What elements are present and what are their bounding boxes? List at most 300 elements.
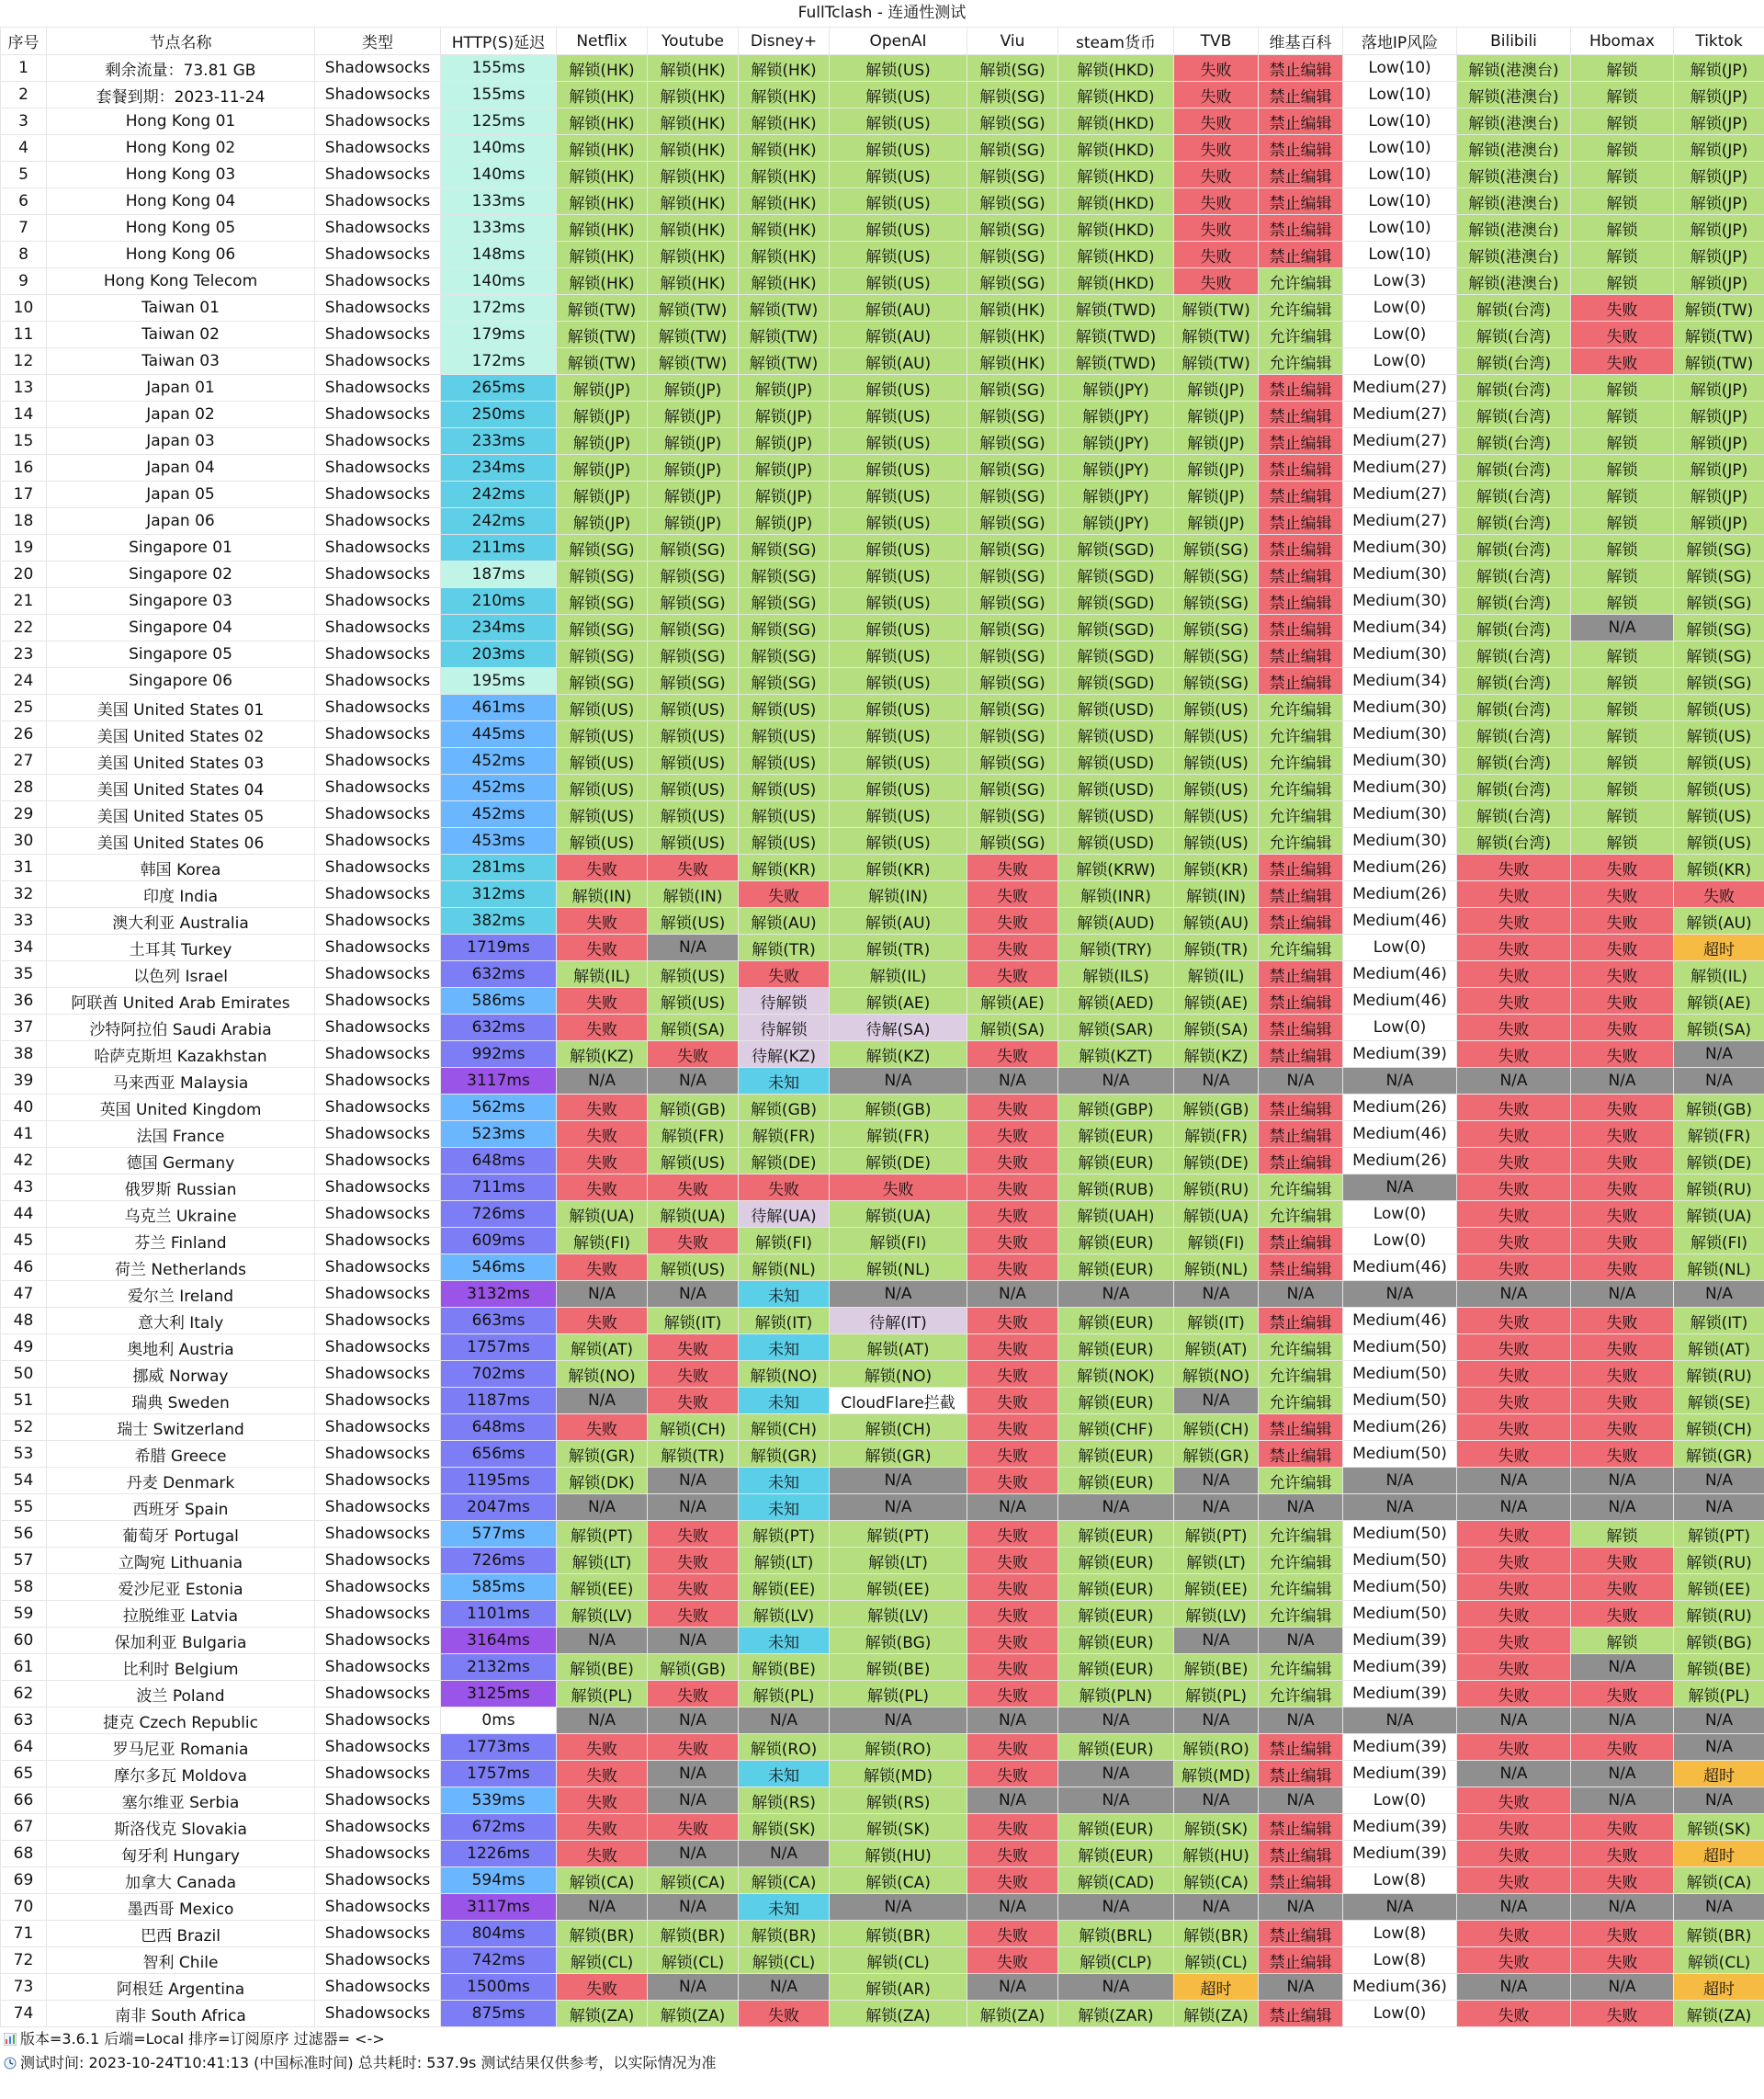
cell-ip-risk: Medium(26) bbox=[1343, 1148, 1457, 1174]
cell-hbomax: 失败 bbox=[1571, 881, 1674, 908]
cell-type: Shadowsocks bbox=[315, 1761, 441, 1787]
cell-type: Shadowsocks bbox=[315, 1681, 441, 1708]
cell-viu: 失败 bbox=[967, 1921, 1058, 1947]
cell-tiktok: 解锁(CL) bbox=[1674, 1947, 1764, 1974]
cell-disney: N/A bbox=[739, 1841, 830, 1867]
cell-steam-currency: 解锁(SGD) bbox=[1058, 641, 1174, 668]
cell-viu: 失败 bbox=[967, 855, 1058, 881]
cell-bilibili: 失败 bbox=[1457, 1521, 1571, 1548]
cell-type: Shadowsocks bbox=[315, 82, 441, 108]
cell-netflix: N/A bbox=[557, 1628, 648, 1654]
cell-disney: 解锁(CL) bbox=[739, 1947, 830, 1974]
cell-tvb: 解锁(AE) bbox=[1174, 988, 1259, 1015]
cell-netflix: 解锁(US) bbox=[557, 748, 648, 775]
cell-steam-currency: 解锁(JPY) bbox=[1058, 375, 1174, 402]
cell-bilibili: 解锁(台湾) bbox=[1457, 535, 1571, 562]
cell-netflix: N/A bbox=[557, 1894, 648, 1921]
cell-wikipedia: 禁止编辑 bbox=[1259, 55, 1343, 82]
cell-netflix: 失败 bbox=[557, 988, 648, 1015]
cell-hbomax: 失败 bbox=[1571, 988, 1674, 1015]
cell-node-name: 美国 United States 03 bbox=[47, 748, 315, 775]
cell-hbomax: 失败 bbox=[1571, 1334, 1674, 1361]
cell-youtube: 解锁(US) bbox=[648, 775, 739, 801]
cell-wikipedia: 允许编辑 bbox=[1259, 775, 1343, 801]
cell-netflix: N/A bbox=[557, 1494, 648, 1521]
cell-netflix: 解锁(SG) bbox=[557, 615, 648, 641]
cell-bilibili: 失败 bbox=[1457, 881, 1571, 908]
cell-index: 62 bbox=[1, 1681, 47, 1708]
cell-youtube: 解锁(HK) bbox=[648, 135, 739, 162]
cell-tvb: 解锁(SG) bbox=[1174, 641, 1259, 668]
cell-steam-currency: 解锁(EUR) bbox=[1058, 1548, 1174, 1574]
cell-tiktok: N/A bbox=[1674, 1787, 1764, 1814]
cell-type: Shadowsocks bbox=[315, 1414, 441, 1441]
cell-bilibili: 失败 bbox=[1457, 1601, 1571, 1628]
cell-youtube: 解锁(HK) bbox=[648, 268, 739, 295]
cell-steam-currency: 解锁(EUR) bbox=[1058, 1441, 1174, 1468]
cell-openai: 解锁(US) bbox=[830, 55, 967, 82]
cell-type: Shadowsocks bbox=[315, 828, 441, 855]
cell-steam-currency: N/A bbox=[1058, 1894, 1174, 1921]
cell-tiktok: 解锁(GB) bbox=[1674, 1095, 1764, 1121]
cell-index: 65 bbox=[1, 1761, 47, 1787]
cell-type: Shadowsocks bbox=[315, 1867, 441, 1894]
cell-index: 59 bbox=[1, 1601, 47, 1628]
table-row bbox=[1, 268, 1764, 295]
cell-wikipedia: 允许编辑 bbox=[1259, 1388, 1343, 1414]
cell-tiktok: 解锁(JP) bbox=[1674, 162, 1764, 188]
footer-line-time bbox=[4, 2051, 1764, 2075]
cell-ip-risk: Medium(34) bbox=[1343, 615, 1457, 641]
cell-tvb: 解锁(RU) bbox=[1174, 1174, 1259, 1201]
cell-type: Shadowsocks bbox=[315, 1015, 441, 1041]
cell-hbomax: 失败 bbox=[1571, 1041, 1674, 1068]
cell-steam-currency: 解锁(HKD) bbox=[1058, 242, 1174, 268]
cell-openai: 解锁(US) bbox=[830, 215, 967, 242]
cell-type: Shadowsocks bbox=[315, 801, 441, 828]
table-row bbox=[1, 668, 1764, 695]
cell-tiktok: 解锁(TW) bbox=[1674, 322, 1764, 348]
cell-bilibili: N/A bbox=[1457, 1494, 1571, 1521]
cell-tiktok: 解锁(RU) bbox=[1674, 1174, 1764, 1201]
cell-youtube: N/A bbox=[648, 1068, 739, 1095]
cell-node-name: 韩国 Korea bbox=[47, 855, 315, 881]
cell-index: 73 bbox=[1, 1974, 47, 2001]
cell-steam-currency: 解锁(ILS) bbox=[1058, 961, 1174, 988]
table-row bbox=[1, 428, 1764, 455]
cell-wikipedia: 允许编辑 bbox=[1259, 1654, 1343, 1681]
cell-youtube: 解锁(IN) bbox=[648, 881, 739, 908]
cell-steam-currency: 解锁(GBP) bbox=[1058, 1095, 1174, 1121]
cell-bilibili: 解锁(台湾) bbox=[1457, 615, 1571, 641]
cell-bilibili: 失败 bbox=[1457, 1681, 1571, 1708]
cell-wikipedia: 允许编辑 bbox=[1259, 1174, 1343, 1201]
cell-node-name: 套餐到期：2023-11-24 bbox=[47, 82, 315, 108]
cell-wikipedia: 禁止编辑 bbox=[1259, 1414, 1343, 1441]
cell-hbomax: N/A bbox=[1571, 1974, 1674, 2001]
cell-hbomax: 解锁 bbox=[1571, 1628, 1674, 1654]
cell-openai: 解锁(AU) bbox=[830, 348, 967, 375]
cell-viu: 解锁(SG) bbox=[967, 615, 1058, 641]
cell-bilibili: 解锁(台湾) bbox=[1457, 721, 1571, 748]
cell-disney: 解锁(HK) bbox=[739, 135, 830, 162]
cell-youtube: 解锁(SG) bbox=[648, 615, 739, 641]
cell-node-name: 波兰 Poland bbox=[47, 1681, 315, 1708]
cell-netflix: 解锁(HK) bbox=[557, 215, 648, 242]
cell-disney: 解锁(SG) bbox=[739, 641, 830, 668]
col-header-bilibili: Bilibili bbox=[1457, 28, 1571, 55]
cell-index: 15 bbox=[1, 428, 47, 455]
cell-youtube: 失败 bbox=[648, 1174, 739, 1201]
cell-steam-currency: 解锁(SGD) bbox=[1058, 615, 1174, 641]
cell-tiktok: 解锁(BR) bbox=[1674, 1921, 1764, 1947]
cell-bilibili: 失败 bbox=[1457, 855, 1571, 881]
cell-type: Shadowsocks bbox=[315, 1947, 441, 1974]
cell-ip-risk: Low(0) bbox=[1343, 322, 1457, 348]
cell-openai: 待解(SA) bbox=[830, 1015, 967, 1041]
table-row bbox=[1, 402, 1764, 428]
table-row bbox=[1, 242, 1764, 268]
cell-latency: 233ms bbox=[441, 428, 557, 455]
cell-node-name: Japan 01 bbox=[47, 375, 315, 402]
cell-type: Shadowsocks bbox=[315, 1787, 441, 1814]
cell-index: 19 bbox=[1, 535, 47, 562]
cell-index: 29 bbox=[1, 801, 47, 828]
cell-tvb: 解锁(LT) bbox=[1174, 1548, 1259, 1574]
cell-type: Shadowsocks bbox=[315, 1628, 441, 1654]
cell-bilibili: 失败 bbox=[1457, 2001, 1571, 2027]
cell-openai: 解锁(NL) bbox=[830, 1254, 967, 1281]
cell-ip-risk: Medium(50) bbox=[1343, 1548, 1457, 1574]
cell-viu: 解锁(HK) bbox=[967, 295, 1058, 322]
cell-ip-risk: Medium(46) bbox=[1343, 1254, 1457, 1281]
cell-type: Shadowsocks bbox=[315, 1068, 441, 1095]
cell-netflix: 失败 bbox=[557, 1414, 648, 1441]
cell-hbomax: 解锁 bbox=[1571, 721, 1674, 748]
cell-tvb: 解锁(UA) bbox=[1174, 1201, 1259, 1228]
cell-tvb: 解锁(HU) bbox=[1174, 1841, 1259, 1867]
cell-bilibili: 解锁(港澳台) bbox=[1457, 135, 1571, 162]
cell-youtube: 解锁(GB) bbox=[648, 1654, 739, 1681]
cell-viu: 失败 bbox=[967, 1308, 1058, 1334]
cell-viu: 解锁(ZA) bbox=[967, 2001, 1058, 2027]
cell-tiktok: N/A bbox=[1674, 1068, 1764, 1095]
cell-wikipedia: 禁止编辑 bbox=[1259, 2001, 1343, 2027]
cell-tiktok: 解锁(DE) bbox=[1674, 1148, 1764, 1174]
cell-wikipedia: 允许编辑 bbox=[1259, 1601, 1343, 1628]
cell-latency: 461ms bbox=[441, 695, 557, 721]
cell-bilibili: 解锁(港澳台) bbox=[1457, 108, 1571, 135]
cell-netflix: 解锁(JP) bbox=[557, 428, 648, 455]
cell-viu: 解锁(SG) bbox=[967, 402, 1058, 428]
cell-openai: 解锁(US) bbox=[830, 482, 967, 508]
cell-index: 64 bbox=[1, 1734, 47, 1761]
cell-tvb: 解锁(NO) bbox=[1174, 1361, 1259, 1388]
cell-bilibili: 失败 bbox=[1457, 1121, 1571, 1148]
cell-openai: 解锁(TR) bbox=[830, 935, 967, 961]
table-row bbox=[1, 1894, 1764, 1921]
cell-node-name: 英国 United Kingdom bbox=[47, 1095, 315, 1121]
cell-disney: 解锁(DE) bbox=[739, 1148, 830, 1174]
cell-ip-risk: N/A bbox=[1343, 1174, 1457, 1201]
cell-tvb: 解锁(JP) bbox=[1174, 455, 1259, 482]
cell-tvb: N/A bbox=[1174, 1281, 1259, 1308]
cell-hbomax: 失败 bbox=[1571, 1734, 1674, 1761]
cell-steam-currency: 解锁(UAH) bbox=[1058, 1201, 1174, 1228]
cell-ip-risk: Low(10) bbox=[1343, 108, 1457, 135]
cell-tiktok: 解锁(IL) bbox=[1674, 961, 1764, 988]
cell-index: 39 bbox=[1, 1068, 47, 1095]
cell-node-name: 瑞士 Switzerland bbox=[47, 1414, 315, 1441]
cell-netflix: 解锁(IN) bbox=[557, 881, 648, 908]
cell-wikipedia: 禁止编辑 bbox=[1259, 242, 1343, 268]
cell-wikipedia: N/A bbox=[1259, 1787, 1343, 1814]
cell-hbomax: N/A bbox=[1571, 1708, 1674, 1734]
cell-node-name: 丹麦 Denmark bbox=[47, 1468, 315, 1494]
cell-bilibili: N/A bbox=[1457, 1974, 1571, 2001]
cell-bilibili: 失败 bbox=[1457, 935, 1571, 961]
header-row bbox=[1, 28, 1764, 55]
cell-wikipedia: 禁止编辑 bbox=[1259, 508, 1343, 535]
cell-index: 53 bbox=[1, 1441, 47, 1468]
cell-tiktok: 解锁(BG) bbox=[1674, 1628, 1764, 1654]
cell-openai: 解锁(GR) bbox=[830, 1441, 967, 1468]
cell-youtube: 解锁(HK) bbox=[648, 162, 739, 188]
cell-youtube: 解锁(CL) bbox=[648, 1947, 739, 1974]
cell-type: Shadowsocks bbox=[315, 268, 441, 295]
cell-wikipedia: 禁止编辑 bbox=[1259, 1734, 1343, 1761]
cell-openai: 解锁(US) bbox=[830, 402, 967, 428]
cell-disney: 解锁(PL) bbox=[739, 1681, 830, 1708]
cell-steam-currency: 解锁(EUR) bbox=[1058, 1388, 1174, 1414]
cell-wikipedia: 允许编辑 bbox=[1259, 295, 1343, 322]
cell-index: 57 bbox=[1, 1548, 47, 1574]
cell-index: 23 bbox=[1, 641, 47, 668]
cell-disney: 解锁(FI) bbox=[739, 1228, 830, 1254]
cell-openai: N/A bbox=[830, 1281, 967, 1308]
cell-index: 67 bbox=[1, 1814, 47, 1841]
cell-latency: 281ms bbox=[441, 855, 557, 881]
cell-steam-currency: 解锁(SGD) bbox=[1058, 588, 1174, 615]
cell-viu: 失败 bbox=[967, 1468, 1058, 1494]
cell-steam-currency: 解锁(USD) bbox=[1058, 801, 1174, 828]
cell-tiktok: 解锁(BE) bbox=[1674, 1654, 1764, 1681]
cell-node-name: 葡萄牙 Portugal bbox=[47, 1521, 315, 1548]
cell-index: 9 bbox=[1, 268, 47, 295]
cell-tvb: N/A bbox=[1174, 1068, 1259, 1095]
cell-openai: 解锁(LT) bbox=[830, 1548, 967, 1574]
table-row bbox=[1, 1734, 1764, 1761]
cell-bilibili: 解锁(台湾) bbox=[1457, 348, 1571, 375]
cell-tvb: N/A bbox=[1174, 1708, 1259, 1734]
cell-steam-currency: 解锁(SGD) bbox=[1058, 535, 1174, 562]
cell-steam-currency: 解锁(HKD) bbox=[1058, 135, 1174, 162]
cell-wikipedia: 禁止编辑 bbox=[1259, 535, 1343, 562]
table-row bbox=[1, 988, 1764, 1015]
cell-youtube: 解锁(HK) bbox=[648, 82, 739, 108]
cell-tiktok: N/A bbox=[1674, 1708, 1764, 1734]
cell-openai: N/A bbox=[830, 1894, 967, 1921]
cell-bilibili: 解锁(港澳台) bbox=[1457, 188, 1571, 215]
cell-netflix: 解锁(JP) bbox=[557, 482, 648, 508]
cell-node-name: 希腊 Greece bbox=[47, 1441, 315, 1468]
cell-disney: 解锁(RO) bbox=[739, 1734, 830, 1761]
cell-tvb: 解锁(CA) bbox=[1174, 1867, 1259, 1894]
cell-youtube: 解锁(JP) bbox=[648, 375, 739, 402]
cell-hbomax: 失败 bbox=[1571, 1681, 1674, 1708]
cell-node-name: Singapore 03 bbox=[47, 588, 315, 615]
cell-youtube: 解锁(GB) bbox=[648, 1095, 739, 1121]
cell-bilibili: 失败 bbox=[1457, 1921, 1571, 1947]
cell-latency: 155ms bbox=[441, 82, 557, 108]
cell-disney: 解锁(HK) bbox=[739, 108, 830, 135]
cell-openai: 解锁(FI) bbox=[830, 1228, 967, 1254]
cell-viu: 解锁(SG) bbox=[967, 428, 1058, 455]
cell-latency: 452ms bbox=[441, 748, 557, 775]
cell-latency: 3132ms bbox=[441, 1281, 557, 1308]
cell-latency: 1757ms bbox=[441, 1761, 557, 1787]
cell-steam-currency: N/A bbox=[1058, 1787, 1174, 1814]
cell-bilibili: 失败 bbox=[1457, 1254, 1571, 1281]
cell-hbomax: 解锁 bbox=[1571, 455, 1674, 482]
cell-wikipedia: 禁止编辑 bbox=[1259, 455, 1343, 482]
cell-wikipedia: 禁止编辑 bbox=[1259, 188, 1343, 215]
cell-tiktok: 解锁(EE) bbox=[1674, 1574, 1764, 1601]
footer-config-text: 版本=3.6.1 后端=Local 排序=订阅原序 过滤器= <-> bbox=[20, 2030, 385, 2048]
table-row bbox=[1, 1814, 1764, 1841]
cell-tvb: 解锁(AT) bbox=[1174, 1334, 1259, 1361]
table-row bbox=[1, 1414, 1764, 1441]
cell-tiktok: N/A bbox=[1674, 1468, 1764, 1494]
table-row bbox=[1, 1761, 1764, 1787]
table-row bbox=[1, 961, 1764, 988]
cell-youtube: 解锁(FR) bbox=[648, 1121, 739, 1148]
cell-type: Shadowsocks bbox=[315, 748, 441, 775]
cell-netflix: 解锁(DK) bbox=[557, 1468, 648, 1494]
cell-tvb: 解锁(GR) bbox=[1174, 1441, 1259, 1468]
cell-viu: 解锁(SG) bbox=[967, 828, 1058, 855]
cell-viu: 解锁(SG) bbox=[967, 215, 1058, 242]
cell-type: Shadowsocks bbox=[315, 1654, 441, 1681]
cell-disney: 解锁(LV) bbox=[739, 1601, 830, 1628]
cell-type: Shadowsocks bbox=[315, 1601, 441, 1628]
cell-wikipedia: 禁止编辑 bbox=[1259, 1148, 1343, 1174]
cell-wikipedia: 禁止编辑 bbox=[1259, 1041, 1343, 1068]
cell-youtube: 解锁(SA) bbox=[648, 1015, 739, 1041]
cell-bilibili: 解锁(台湾) bbox=[1457, 455, 1571, 482]
cell-node-name: Hong Kong 01 bbox=[47, 108, 315, 135]
cell-latency: 3117ms bbox=[441, 1068, 557, 1095]
cell-youtube: 解锁(TR) bbox=[648, 1441, 739, 1468]
cell-openai: 解锁(AU) bbox=[830, 295, 967, 322]
cell-viu: 解锁(SG) bbox=[967, 695, 1058, 721]
cell-youtube: N/A bbox=[648, 1494, 739, 1521]
cell-openai: 解锁(CH) bbox=[830, 1414, 967, 1441]
cell-index: 54 bbox=[1, 1468, 47, 1494]
cell-latency: 242ms bbox=[441, 508, 557, 535]
cell-bilibili: 失败 bbox=[1457, 1095, 1571, 1121]
cell-node-name: 爱尔兰 Ireland bbox=[47, 1281, 315, 1308]
cell-viu: 解锁(SG) bbox=[967, 455, 1058, 482]
cell-youtube: N/A bbox=[648, 1468, 739, 1494]
table-row bbox=[1, 908, 1764, 935]
cell-index: 16 bbox=[1, 455, 47, 482]
cell-youtube: 解锁(IT) bbox=[648, 1308, 739, 1334]
cell-type: Shadowsocks bbox=[315, 1468, 441, 1494]
cell-viu: 失败 bbox=[967, 908, 1058, 935]
cell-viu: 解锁(HK) bbox=[967, 348, 1058, 375]
cell-tiktok: 解锁(CH) bbox=[1674, 1414, 1764, 1441]
cell-openai: 解锁(FR) bbox=[830, 1121, 967, 1148]
cell-disney: 解锁(SG) bbox=[739, 562, 830, 588]
cell-tiktok: 解锁(KR) bbox=[1674, 855, 1764, 881]
col-header-netflix: Netflix bbox=[557, 28, 648, 55]
table-row bbox=[1, 1148, 1764, 1174]
cell-type: Shadowsocks bbox=[315, 1548, 441, 1574]
cell-ip-risk: Medium(46) bbox=[1343, 908, 1457, 935]
cell-netflix: 解锁(US) bbox=[557, 828, 648, 855]
cell-type: Shadowsocks bbox=[315, 1388, 441, 1414]
cell-hbomax: N/A bbox=[1571, 1761, 1674, 1787]
cell-tiktok: 解锁(FI) bbox=[1674, 1228, 1764, 1254]
cell-disney: 解锁(BE) bbox=[739, 1654, 830, 1681]
cell-bilibili: 解锁(台湾) bbox=[1457, 801, 1571, 828]
cell-netflix: 解锁(TW) bbox=[557, 348, 648, 375]
cell-node-name: 摩尔多瓦 Moldova bbox=[47, 1761, 315, 1787]
cell-bilibili: 失败 bbox=[1457, 1814, 1571, 1841]
cell-hbomax: 失败 bbox=[1571, 1015, 1674, 1041]
cell-tvb: 失败 bbox=[1174, 268, 1259, 295]
cell-type: Shadowsocks bbox=[315, 961, 441, 988]
cell-openai: 解锁(LV) bbox=[830, 1601, 967, 1628]
cell-tiktok: 解锁(JP) bbox=[1674, 135, 1764, 162]
cell-hbomax: 失败 bbox=[1571, 1308, 1674, 1334]
cell-ip-risk: Low(0) bbox=[1343, 348, 1457, 375]
cell-index: 17 bbox=[1, 482, 47, 508]
cell-wikipedia: 允许编辑 bbox=[1259, 1521, 1343, 1548]
cell-bilibili: 失败 bbox=[1457, 1148, 1571, 1174]
table-row bbox=[1, 1468, 1764, 1494]
cell-viu: 失败 bbox=[967, 1201, 1058, 1228]
cell-openai: 解锁(AU) bbox=[830, 322, 967, 348]
cell-netflix: 解锁(HK) bbox=[557, 55, 648, 82]
table-row bbox=[1, 1015, 1764, 1041]
cell-node-name: Japan 06 bbox=[47, 508, 315, 535]
col-header-type: 类型 bbox=[315, 28, 441, 55]
cell-wikipedia: 允许编辑 bbox=[1259, 1201, 1343, 1228]
table-row bbox=[1, 641, 1764, 668]
cell-node-name: 荷兰 Netherlands bbox=[47, 1254, 315, 1281]
cell-disney: N/A bbox=[739, 1974, 830, 2001]
cell-viu: N/A bbox=[967, 1974, 1058, 2001]
cell-node-name: 匈牙利 Hungary bbox=[47, 1841, 315, 1867]
cell-node-name: 意大利 Italy bbox=[47, 1308, 315, 1334]
cell-steam-currency: 解锁(AED) bbox=[1058, 988, 1174, 1015]
table-row bbox=[1, 1841, 1764, 1867]
cell-tiktok: 解锁(JP) bbox=[1674, 402, 1764, 428]
cell-openai: 解锁(US) bbox=[830, 668, 967, 695]
cell-disney: 解锁(JP) bbox=[739, 508, 830, 535]
cell-hbomax: 解锁 bbox=[1571, 535, 1674, 562]
cell-bilibili: 解锁(港澳台) bbox=[1457, 268, 1571, 295]
cell-viu: 失败 bbox=[967, 1414, 1058, 1441]
table-row bbox=[1, 162, 1764, 188]
cell-latency: 148ms bbox=[441, 242, 557, 268]
cell-disney: 解锁(CA) bbox=[739, 1867, 830, 1894]
cell-steam-currency: 解锁(USD) bbox=[1058, 775, 1174, 801]
cell-ip-risk: Medium(30) bbox=[1343, 588, 1457, 615]
cell-latency: 1101ms bbox=[441, 1601, 557, 1628]
